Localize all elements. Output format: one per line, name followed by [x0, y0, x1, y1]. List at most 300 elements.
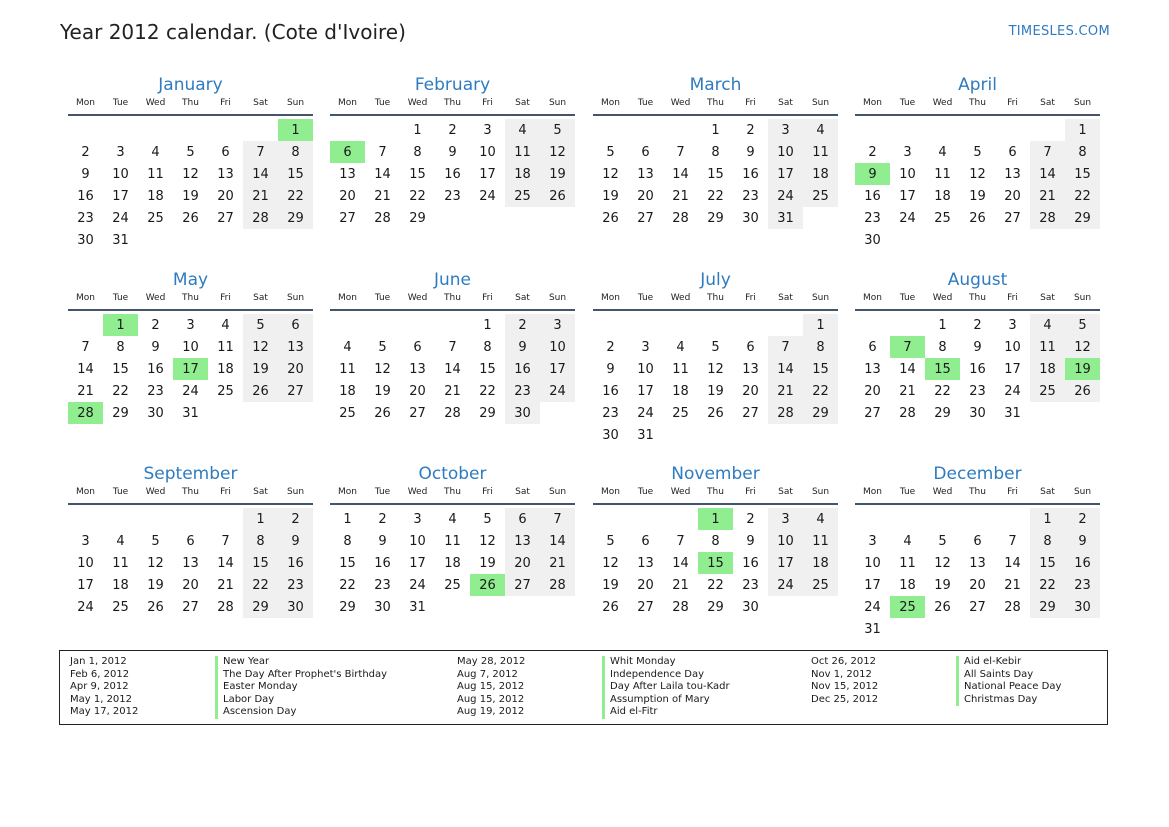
day-cell: 24: [112, 210, 129, 226]
holiday-row: [70, 669, 387, 682]
day-cell: 4: [1030, 314, 1065, 336]
holiday-day-cell: 25: [890, 596, 925, 618]
day-cell: 27: [182, 599, 199, 615]
day-cell: 2: [868, 144, 877, 160]
weekday-label: Wed: [670, 293, 691, 303]
day-cell: 16: [505, 358, 540, 380]
day-cell: 16: [742, 166, 759, 182]
weekday-header: [855, 291, 1100, 311]
month-name: July: [700, 270, 731, 290]
holiday-name: Easter Monday: [215, 681, 298, 694]
weekday-label: Wed: [670, 98, 691, 108]
day-cell: 24: [637, 405, 654, 421]
day-cell: 30: [505, 402, 540, 424]
day-cell: 4: [151, 144, 160, 160]
day-cell: 5: [1065, 314, 1100, 336]
weekday-label: Fri: [482, 487, 493, 497]
holiday-date: Oct 26, 2012: [811, 656, 876, 667]
empty-cell: [628, 314, 663, 336]
day-cell: 9: [505, 336, 540, 358]
day-cell: 7: [221, 533, 230, 549]
day-cell: 12: [602, 166, 619, 182]
holiday-row: [811, 669, 1061, 682]
day-cell: 11: [505, 141, 540, 163]
day-cell: 10: [864, 555, 881, 571]
day-cell: 21: [444, 383, 461, 399]
day-cell: 14: [899, 361, 916, 377]
day-cell: 20: [637, 188, 654, 204]
day-cell: 3: [81, 533, 90, 549]
holiday-row: [811, 681, 1061, 694]
day-cell: 19: [374, 383, 391, 399]
empty-cell: [890, 314, 925, 336]
holiday-day-cell: 19: [1065, 358, 1100, 380]
day-cell: 14: [217, 555, 234, 571]
weekday-label: Sat: [515, 98, 530, 108]
day-cell: 16: [77, 188, 94, 204]
day-cell: 22: [339, 577, 356, 593]
weekday-label: Fri: [482, 293, 493, 303]
day-cell: 6: [641, 533, 650, 549]
day-cell: 7: [243, 141, 278, 163]
day-cell: 14: [1030, 163, 1065, 185]
day-cell: 26: [243, 380, 278, 402]
day-cell: 27: [217, 210, 234, 226]
day-cell: 21: [1030, 185, 1065, 207]
weekday-label: Sat: [253, 487, 268, 497]
day-cell: 10: [1004, 339, 1021, 355]
day-cell: 8: [343, 533, 352, 549]
day-cell: 7: [448, 339, 457, 355]
day-cell: 11: [444, 533, 461, 549]
holiday-date: May 17, 2012: [70, 706, 139, 718]
weekday-label: Tue: [112, 487, 129, 497]
day-cell: 8: [1065, 141, 1100, 163]
day-cell: 17: [540, 358, 575, 380]
day-cell: 18: [803, 163, 838, 185]
day-cell: 16: [278, 552, 313, 574]
weekday-label: Tue: [899, 487, 916, 497]
day-cell: 4: [116, 533, 125, 549]
day-cell: 6: [868, 339, 877, 355]
day-cell: 2: [973, 317, 982, 333]
empty-cell: [593, 508, 628, 530]
weekday-label: Fri: [220, 293, 231, 303]
empty-cell: [628, 119, 663, 141]
month-august: [855, 269, 1100, 424]
empty-cell: [925, 119, 960, 141]
empty-cell: [855, 314, 890, 336]
weekday-header: [855, 485, 1100, 505]
day-cell: 26: [602, 210, 619, 226]
weekday-label: Wed: [145, 98, 166, 108]
day-cell: 25: [934, 210, 951, 226]
day-cell: 9: [973, 339, 982, 355]
day-cell: 19: [182, 188, 199, 204]
day-cell: 24: [182, 383, 199, 399]
day-cell: 20: [409, 383, 426, 399]
holiday-name: National Peace Day: [956, 681, 1061, 694]
empty-cell: [1030, 119, 1065, 141]
holiday-name: Labor Day: [215, 694, 274, 707]
day-cell: 12: [707, 361, 724, 377]
day-cell: 24: [479, 188, 496, 204]
month-name: January: [158, 75, 223, 95]
day-cell: 29: [243, 596, 278, 618]
day-grid: [855, 311, 1100, 424]
day-cell: 30: [147, 405, 164, 421]
weekday-label: Thu: [182, 487, 199, 497]
day-cell: 2: [448, 122, 457, 138]
day-cell: 31: [768, 207, 803, 229]
day-cell: 17: [112, 188, 129, 204]
empty-cell: [173, 119, 208, 141]
day-cell: 14: [768, 358, 803, 380]
day-cell: 20: [339, 188, 356, 204]
day-cell: 29: [934, 405, 951, 421]
day-cell: 9: [1065, 530, 1100, 552]
day-grid: [855, 116, 1100, 251]
day-cell: 21: [768, 380, 803, 402]
day-cell: 2: [746, 122, 755, 138]
day-cell: 14: [672, 555, 689, 571]
day-cell: 30: [278, 596, 313, 618]
day-cell: 15: [112, 361, 129, 377]
day-cell: 4: [343, 339, 352, 355]
weekday-header: [68, 96, 313, 116]
month-july: [593, 269, 838, 446]
day-cell: 5: [378, 339, 387, 355]
day-cell: 5: [606, 533, 615, 549]
weekday-label: Sun: [1073, 487, 1092, 497]
weekday-label: Mon: [76, 487, 95, 497]
day-cell: 17: [1004, 361, 1021, 377]
weekday-label: Thu: [707, 293, 724, 303]
holiday-name: Aid el-Kebir: [956, 656, 1021, 669]
day-cell: 18: [803, 552, 838, 574]
day-cell: 16: [147, 361, 164, 377]
day-cell: 12: [969, 166, 986, 182]
day-cell: 27: [864, 405, 881, 421]
day-cell: 26: [934, 599, 951, 615]
day-cell: 5: [606, 144, 615, 160]
day-cell: 27: [278, 380, 313, 402]
day-cell: 12: [374, 361, 391, 377]
holiday-day-cell: 15: [698, 552, 733, 574]
day-cell: 23: [742, 577, 759, 593]
day-cell: 20: [278, 358, 313, 380]
day-cell: 8: [413, 144, 422, 160]
day-cell: 6: [973, 533, 982, 549]
weekday-label: Thu: [707, 487, 724, 497]
holiday-date: Aug 19, 2012: [457, 706, 525, 718]
day-cell: 9: [81, 166, 90, 182]
day-cell: 11: [147, 166, 164, 182]
day-cell: 3: [768, 508, 803, 530]
day-cell: 21: [1004, 577, 1021, 593]
day-cell: 29: [278, 207, 313, 229]
day-cell: 10: [112, 166, 129, 182]
holiday-row: [70, 681, 387, 694]
holiday-day-cell: 15: [925, 358, 960, 380]
day-cell: 17: [768, 552, 803, 574]
weekday-label: Fri: [220, 487, 231, 497]
day-cell: 8: [711, 144, 720, 160]
day-cell: 23: [1065, 574, 1100, 596]
day-cell: 14: [77, 361, 94, 377]
weekday-label: Mon: [338, 487, 357, 497]
day-cell: 31: [637, 427, 654, 443]
empty-cell: [138, 508, 173, 530]
day-cell: 11: [217, 339, 234, 355]
day-cell: 28: [243, 207, 278, 229]
day-cell: 9: [151, 339, 160, 355]
holiday-name: Assumption of Mary: [602, 694, 710, 707]
day-cell: 26: [147, 599, 164, 615]
weekday-label: Thu: [182, 293, 199, 303]
holiday-name: Day After Laila tou-Kadr: [602, 681, 730, 694]
weekday-header: [68, 291, 313, 311]
day-cell: 2: [505, 314, 540, 336]
day-cell: 25: [803, 574, 838, 596]
holiday-date: Aug 15, 2012: [457, 681, 525, 693]
day-cell: 29: [1030, 596, 1065, 618]
day-cell: 25: [339, 405, 356, 421]
day-cell: 29: [479, 405, 496, 421]
day-grid: [593, 505, 838, 618]
day-cell: 29: [1065, 207, 1100, 229]
day-cell: 13: [217, 166, 234, 182]
holiday-date: Aug 15, 2012: [457, 693, 525, 705]
month-name: February: [414, 75, 491, 95]
holiday-name: Christmas Day: [956, 694, 1037, 707]
day-cell: 20: [182, 577, 199, 593]
holiday-date: Dec 25, 2012: [811, 693, 879, 705]
weekday-label: Sat: [1040, 98, 1055, 108]
day-cell: 12: [243, 336, 278, 358]
day-cell: 30: [864, 232, 881, 248]
empty-cell: [995, 508, 1030, 530]
empty-cell: [663, 508, 698, 530]
day-cell: 21: [374, 188, 391, 204]
empty-cell: [173, 508, 208, 530]
weekday-label: Wed: [932, 293, 953, 303]
holiday-date: Jan 1, 2012: [70, 656, 127, 667]
weekday-label: Fri: [745, 487, 756, 497]
empty-cell: [960, 119, 995, 141]
day-cell: 9: [378, 533, 387, 549]
day-cell: 4: [803, 119, 838, 141]
holiday-row: [70, 694, 387, 707]
day-grid: [330, 116, 575, 229]
day-cell: 23: [969, 383, 986, 399]
month-january: [68, 74, 313, 251]
day-cell: 20: [1004, 188, 1021, 204]
day-cell: 12: [934, 555, 951, 571]
weekday-label: Thu: [707, 98, 724, 108]
weekday-label: Sat: [253, 98, 268, 108]
day-cell: 30: [742, 599, 759, 615]
weekday-label: Thu: [444, 98, 461, 108]
day-cell: 7: [676, 144, 685, 160]
holiday-name: New Year: [215, 656, 269, 669]
month-name: April: [958, 75, 997, 95]
day-cell: 3: [641, 339, 650, 355]
day-cell: 27: [742, 405, 759, 421]
day-cell: 9: [606, 361, 615, 377]
day-cell: 31: [864, 621, 881, 637]
day-cell: 23: [77, 210, 94, 226]
day-cell: 26: [182, 210, 199, 226]
day-cell: 19: [147, 577, 164, 593]
weekday-label: Sat: [778, 293, 793, 303]
empty-cell: [960, 508, 995, 530]
day-cell: 20: [864, 383, 881, 399]
day-cell: 1: [803, 314, 838, 336]
holiday-day-cell: 1: [278, 119, 313, 141]
day-cell: 1: [343, 511, 352, 527]
weekday-label: Wed: [145, 487, 166, 497]
day-cell: 12: [1065, 336, 1100, 358]
day-cell: 21: [672, 577, 689, 593]
weekday-label: Wed: [932, 98, 953, 108]
day-cell: 15: [707, 166, 724, 182]
holiday-row: [457, 694, 730, 707]
day-cell: 15: [409, 166, 426, 182]
day-cell: 28: [899, 405, 916, 421]
day-cell: 2: [151, 317, 160, 333]
month-february: [330, 74, 575, 229]
day-cell: 4: [803, 508, 838, 530]
weekday-label: Tue: [374, 293, 391, 303]
day-cell: 17: [768, 163, 803, 185]
day-cell: 15: [1065, 163, 1100, 185]
holiday-row: [70, 656, 387, 669]
day-cell: 14: [540, 530, 575, 552]
day-cell: 16: [864, 188, 881, 204]
month-name: November: [671, 464, 760, 484]
day-cell: 15: [278, 163, 313, 185]
day-cell: 9: [448, 144, 457, 160]
day-cell: 1: [483, 317, 492, 333]
day-cell: 17: [479, 166, 496, 182]
weekday-label: Tue: [899, 98, 916, 108]
empty-cell: [68, 119, 103, 141]
day-cell: 20: [637, 577, 654, 593]
day-cell: 22: [1030, 574, 1065, 596]
day-grid: [68, 505, 313, 618]
day-cell: 31: [182, 405, 199, 421]
day-cell: 2: [378, 511, 387, 527]
weekday-header: [330, 291, 575, 311]
weekday-label: Sat: [778, 487, 793, 497]
day-cell: 19: [602, 188, 619, 204]
day-cell: 17: [637, 383, 654, 399]
empty-cell: [890, 508, 925, 530]
day-cell: 3: [903, 144, 912, 160]
day-cell: 21: [540, 552, 575, 574]
empty-cell: [698, 314, 733, 336]
weekday-label: Sun: [1073, 98, 1092, 108]
day-cell: 31: [1004, 405, 1021, 421]
weekday-label: Thu: [969, 98, 986, 108]
day-cell: 28: [672, 210, 689, 226]
day-cell: 27: [505, 574, 540, 596]
weekday-label: Wed: [145, 293, 166, 303]
day-cell: 15: [339, 555, 356, 571]
day-cell: 9: [278, 530, 313, 552]
day-cell: 29: [803, 402, 838, 424]
day-cell: 2: [81, 144, 90, 160]
month-june: [330, 269, 575, 424]
day-cell: 5: [540, 119, 575, 141]
day-cell: 18: [899, 577, 916, 593]
empty-cell: [365, 119, 400, 141]
day-grid: [68, 311, 313, 424]
day-cell: 2: [606, 339, 615, 355]
day-cell: 24: [540, 380, 575, 402]
weekday-label: Wed: [407, 98, 428, 108]
day-cell: 8: [938, 339, 947, 355]
weekday-label: Sat: [515, 293, 530, 303]
weekday-label: Fri: [1007, 293, 1018, 303]
empty-cell: [663, 119, 698, 141]
day-cell: 18: [217, 361, 234, 377]
day-cell: 24: [768, 574, 803, 596]
weekday-label: Sun: [811, 98, 830, 108]
month-name: December: [933, 464, 1022, 484]
day-grid: [855, 505, 1100, 640]
weekday-label: Sat: [1040, 487, 1055, 497]
day-cell: 15: [803, 358, 838, 380]
weekday-header: [593, 96, 838, 116]
month-name: September: [143, 464, 238, 484]
day-cell: 30: [602, 427, 619, 443]
day-cell: 14: [672, 166, 689, 182]
site-link[interactable]: TIMESLES.COM: [1008, 24, 1110, 39]
day-cell: 16: [1065, 552, 1100, 574]
day-cell: 13: [339, 166, 356, 182]
weekday-header: [330, 485, 575, 505]
page-title: Year 2012 calendar. (Cote d'Ivoire): [60, 20, 406, 44]
day-cell: 1: [243, 508, 278, 530]
empty-cell: [435, 314, 470, 336]
day-cell: 14: [444, 361, 461, 377]
holiday-day-cell: 26: [470, 574, 505, 596]
month-name: October: [418, 464, 487, 484]
holiday-row: [457, 706, 730, 719]
day-cell: 7: [378, 144, 387, 160]
weekday-label: Mon: [338, 293, 357, 303]
weekday-label: Wed: [932, 487, 953, 497]
day-cell: 30: [969, 405, 986, 421]
day-cell: 25: [217, 383, 234, 399]
day-cell: 7: [81, 339, 90, 355]
day-cell: 18: [112, 577, 129, 593]
day-cell: 22: [707, 188, 724, 204]
day-cell: 11: [934, 166, 951, 182]
holiday-day-cell: 6: [330, 141, 365, 163]
day-cell: 23: [278, 574, 313, 596]
empty-cell: [663, 314, 698, 336]
holiday-column: [457, 656, 730, 719]
day-cell: 7: [1030, 141, 1065, 163]
day-cell: 2: [1065, 508, 1100, 530]
day-cell: 27: [637, 599, 654, 615]
day-cell: 20: [969, 577, 986, 593]
day-cell: 5: [186, 144, 195, 160]
weekday-label: Mon: [863, 293, 882, 303]
